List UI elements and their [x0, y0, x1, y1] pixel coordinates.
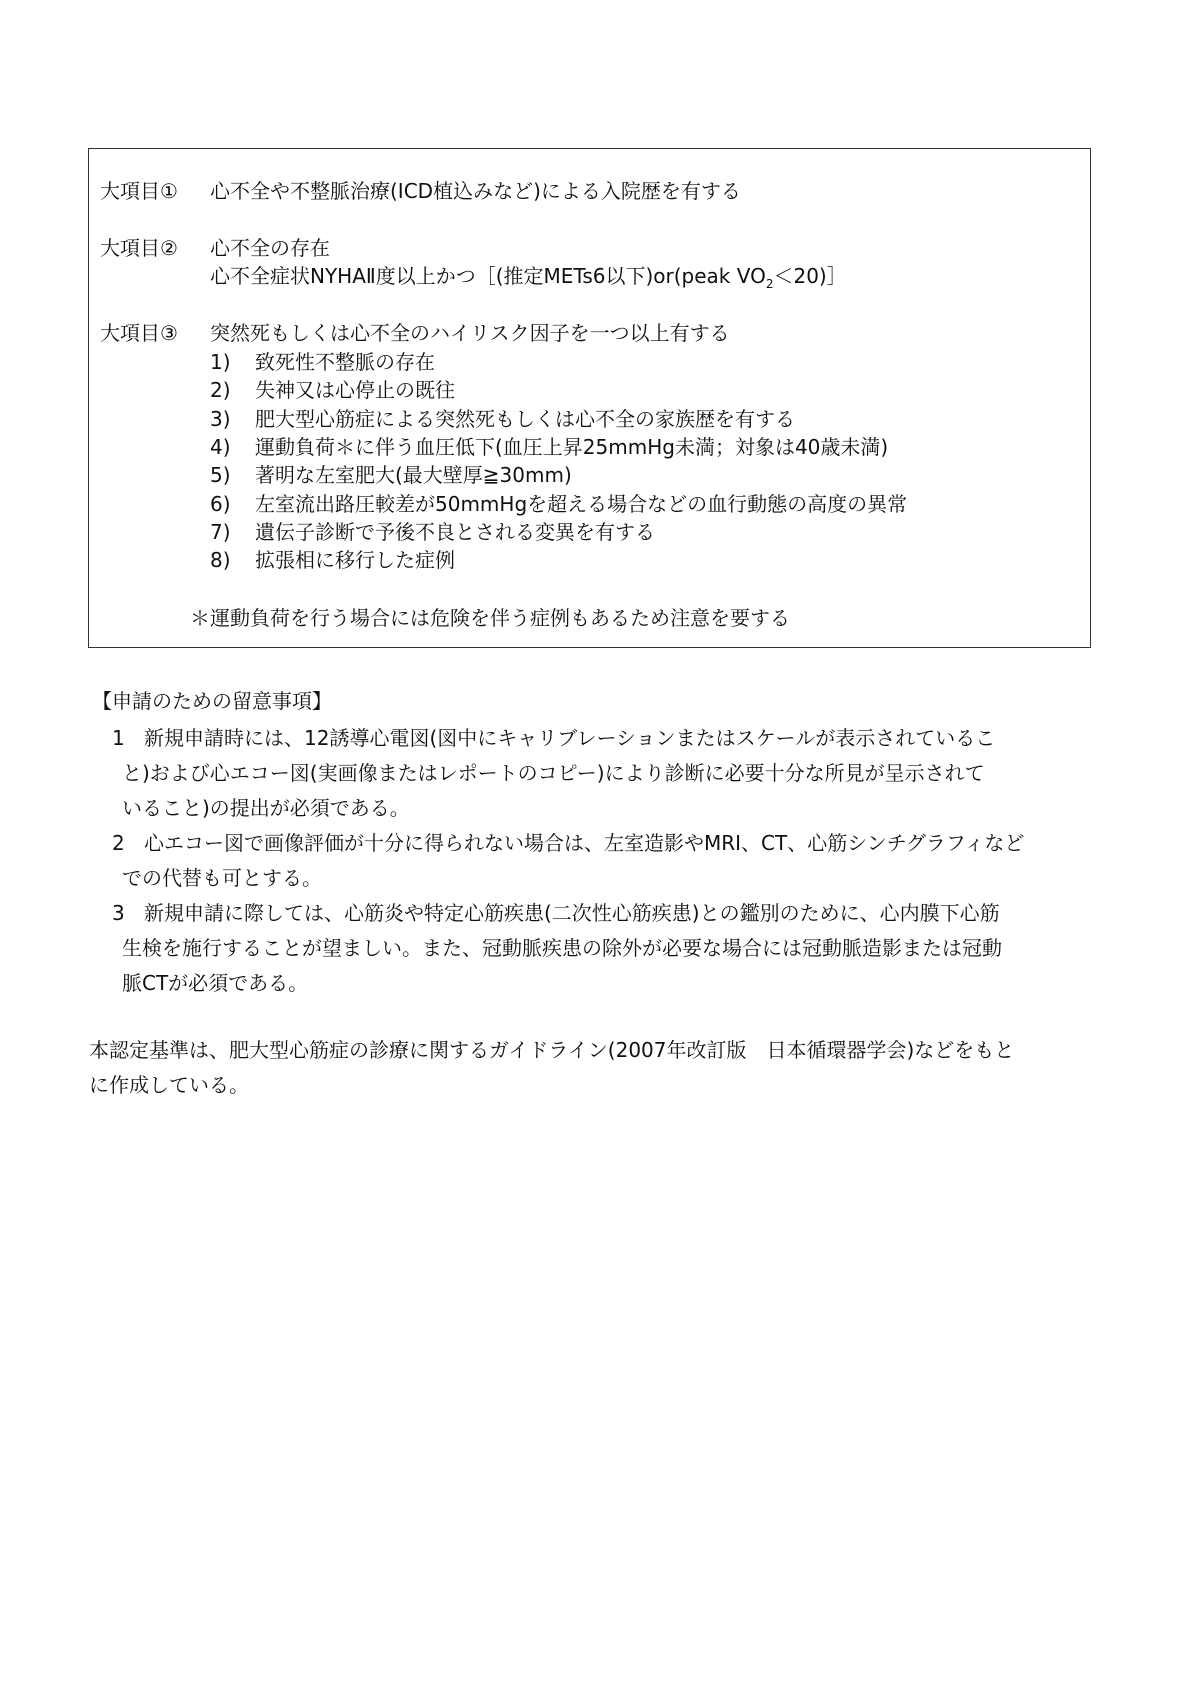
risk-factor-text: 遺伝子診断で予後不良とされる変異を有する [255, 519, 655, 544]
footnote: ＊運動負荷を行う場合には危険を伴う症例もあるため注意を要する [190, 606, 790, 630]
item2-line2-pre: 心不全症状NYHAⅡ度以上かつ［(推定METs6以下)or(peak VO [210, 264, 766, 288]
note-number: 2 [112, 831, 125, 855]
risk-factor-number: 6) [210, 491, 231, 516]
closing-line-1: 本認定基準は、肥大型心筋症の診療に関するガイドライン(2007年改訂版 日本循環器学会)などをもと [89, 1038, 1015, 1062]
item2-line1: 心不全の存在 [210, 236, 330, 260]
note-line: 脈CTが必須である。 [122, 971, 309, 995]
note-line: と)および心エコー図(実画像またはレポートのコピー)により診断に必要十分な所見が呈示されて [122, 761, 985, 785]
item1-label: 大項目① [100, 179, 178, 203]
item2-line2 [210, 264, 847, 296]
notes-heading: 【申請のための留意事項】 [92, 689, 332, 713]
criteria-box [88, 148, 1091, 648]
risk-factor-text: 左室流出路圧較差が50mmHgを超える場合などの血行動態の高度の異常 [255, 491, 908, 516]
risk-factor-number: 1) [210, 350, 231, 374]
note-line: いること)の提出が必須である。 [122, 796, 410, 820]
item2-line2-sub: 2 [765, 277, 774, 291]
risk-factor-number: 5) [210, 463, 231, 488]
risk-factor-number: 8) [210, 548, 231, 573]
risk-factor-text: 失神又は心停止の既往 [255, 378, 455, 403]
item2-line2-post: ＜20)］ [773, 264, 847, 288]
risk-factor-text: 拡張相に移行した症例 [255, 548, 455, 573]
risk-factor-number: 4) [210, 434, 231, 459]
note-line: 新規申請時には、12誘導心電図(図中にキャリブレーションまたはスケールが表示されているこ [144, 726, 996, 750]
note-line: 新規申請に際しては、心筋炎や特定心筋疾患(二次性心筋疾患)との鑑別のために、心内膜下心筋 [144, 901, 1000, 925]
note-number: 3 [112, 901, 125, 925]
note-line: 心エコー図で画像評価が十分に得られない場合は、左室造影やMRI、CT、心筋シンチグラフィなど [144, 831, 1025, 855]
risk-factor-number: 7) [210, 519, 231, 544]
item3-text: 突然死もしくは心不全のハイリスク因子を一つ以上有する [210, 321, 730, 345]
item1-text: 心不全や不整脈治療(ICD植込みなど)による入院歴を有する [210, 179, 741, 203]
note-line: での代替も可とする。 [122, 866, 322, 890]
item2-label: 大項目② [100, 236, 178, 260]
risk-factor-text: 致死性不整脈の存在 [255, 350, 435, 374]
risk-factor-text: 著明な左室肥大(最大壁厚≧30mm) [255, 463, 572, 488]
closing-line-2: に作成している。 [89, 1073, 249, 1097]
risk-factor-number: 2) [210, 378, 231, 403]
item3-label: 大項目③ [100, 321, 178, 345]
risk-factor-text: 運動負荷＊に伴う血圧低下(血圧上昇25mmHg未満；対象は40歳未満) [255, 434, 889, 459]
note-number: 1 [112, 726, 125, 750]
risk-factor-number: 3) [210, 406, 231, 431]
risk-factor-text: 肥大型心筋症による突然死もしくは心不全の家族歴を有する [255, 406, 795, 431]
note-line: 生検を施行することが望ましい。また、冠動脈疾患の除外が必要な場合には冠動脈造影または冠動 [122, 936, 1002, 960]
